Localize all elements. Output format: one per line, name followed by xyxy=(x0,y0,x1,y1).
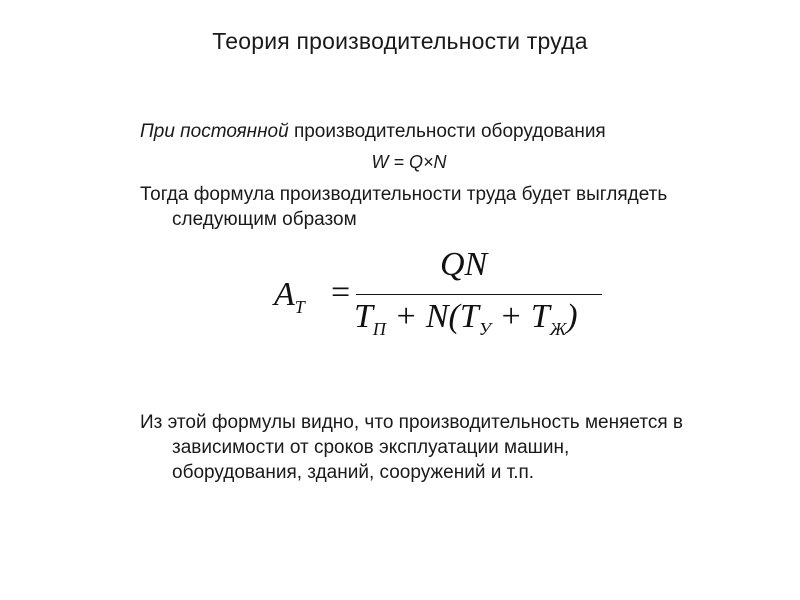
line3-continuation-2: оборудования, зданий, сооружений и т.п. xyxy=(172,462,535,483)
simple-equation: W = Q×N xyxy=(371,152,447,172)
lhs-symbol: A xyxy=(274,276,295,313)
line2-first: Тогда формула производительности труда будет выглядеть xyxy=(140,184,668,205)
den-n: N( xyxy=(425,298,460,335)
constant-productivity-line xyxy=(140,119,780,144)
equals-sign: = xyxy=(331,274,351,311)
den-plus-2: + xyxy=(490,298,531,335)
den-t3-sub: Ж xyxy=(549,319,567,339)
den-t3: T xyxy=(530,298,550,335)
den-t1: T xyxy=(354,298,373,335)
den-t2: T xyxy=(459,298,479,335)
labor-productivity-formula xyxy=(268,246,608,346)
den-t2-sub: У xyxy=(478,319,491,339)
line3-continuation-1: зависимости от сроков эксплуатации машин, xyxy=(172,437,570,458)
lhs-subscript: T xyxy=(294,297,305,317)
formula-numerator: QN xyxy=(440,246,488,283)
formula-denominator xyxy=(354,298,578,340)
den-close-paren: ) xyxy=(566,298,578,335)
line1-rest: производительности оборудования xyxy=(288,121,606,142)
line2-continuation: следующим образом xyxy=(172,209,357,230)
formula-lhs xyxy=(274,276,305,318)
formula-intro-paragraph xyxy=(140,182,780,232)
italic-phrase: При постоянной xyxy=(140,121,289,142)
line3-first: Из этой формулы видно, что производительность меняется в xyxy=(140,412,683,433)
den-t1-sub: П xyxy=(372,319,386,339)
slide-title: Теория производительности труда xyxy=(212,28,588,54)
conclusion-paragraph xyxy=(140,410,780,485)
fraction-bar xyxy=(356,294,602,295)
den-plus-1: + xyxy=(385,298,426,335)
